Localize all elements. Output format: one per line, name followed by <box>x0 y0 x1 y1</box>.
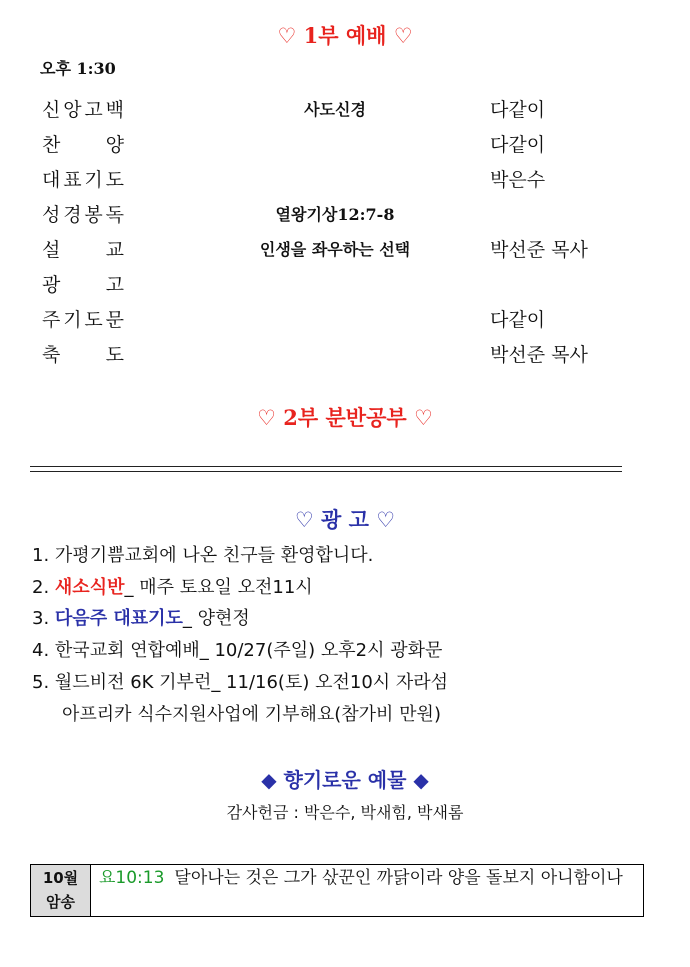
divider-top <box>30 466 622 467</box>
part2-title: ♡ 2부 분반공부 ♡ <box>257 405 433 430</box>
order-leader: 다같이 <box>490 99 546 121</box>
order-row <box>0 200 690 230</box>
order-leader: 박선준 목사 <box>490 344 588 366</box>
order-leader: 박은수 <box>490 169 546 191</box>
memory-verse-box <box>30 864 644 917</box>
memory-verse-label: 10월 암송 <box>31 865 91 916</box>
ads-title: ♡ 광 고 ♡ <box>294 507 396 532</box>
ad-item: 1. 가평기쁨교회에 나온 친구들 환영합니다. <box>32 545 374 566</box>
order-leader: 다같이 <box>490 134 546 156</box>
order-row <box>0 95 690 125</box>
offering-line: 감사헌금 : 박은수, 박새힘, 박새롬 <box>226 803 464 822</box>
service-time: 오후 1:30 <box>40 59 116 78</box>
ad-highlight: 다음주 대표기도 <box>54 608 183 629</box>
order-label: 찬 양 <box>42 134 124 156</box>
order-label: 성 경 봉 독 <box>42 204 124 226</box>
verse-reference: 요10:13 <box>99 868 165 888</box>
order-row <box>0 305 690 335</box>
divider-bottom <box>30 471 622 472</box>
order-row <box>0 165 690 195</box>
ad-item: 4. 한국교회 연합예배_ 10/27(주일) 오후2시 광화문 <box>32 640 443 661</box>
order-middle: 사도신경 <box>304 100 366 119</box>
order-label: 축 도 <box>42 344 124 366</box>
memory-verse-text: 요10:13 달아나는 것은 그가 삯꾼인 까닭이라 양을 돌보지 아니함이나 <box>99 868 623 888</box>
ad-item: 2. 새소식반_ 매주 토요일 오전11시 <box>32 577 313 598</box>
order-row <box>0 270 690 300</box>
order-middle: 인생을 좌우하는 선택 <box>259 240 411 259</box>
order-label: 광 고 <box>42 274 124 296</box>
part1-title: ♡ 1부 예배 ♡ <box>277 23 413 48</box>
ad-highlight: 새소식반 <box>54 577 125 598</box>
order-label: 대 표 기 도 <box>42 169 124 191</box>
order-label: 신 앙 고 백 <box>42 99 124 121</box>
offering-title: ◆ 향기로운 예물 ◆ <box>261 768 429 792</box>
order-leader: 박선준 목사 <box>490 239 588 261</box>
ad-item: 아프리카 식수지원사업에 기부해요(참가비 만원) <box>62 704 441 725</box>
ad-item: 5. 월드비전 6K 기부런_ 11/16(토) 오전10시 자라섬 <box>32 672 449 693</box>
order-label: 설 교 <box>42 239 124 261</box>
ad-item: 3. 다음주 대표기도_ 양현정 <box>32 608 250 629</box>
order-middle: 열왕기상12:7-8 <box>275 205 395 224</box>
order-row <box>0 235 690 265</box>
order-label: 주 기 도 문 <box>42 309 124 331</box>
order-leader: 다같이 <box>490 309 546 331</box>
order-row <box>0 130 690 160</box>
order-row <box>0 340 690 370</box>
